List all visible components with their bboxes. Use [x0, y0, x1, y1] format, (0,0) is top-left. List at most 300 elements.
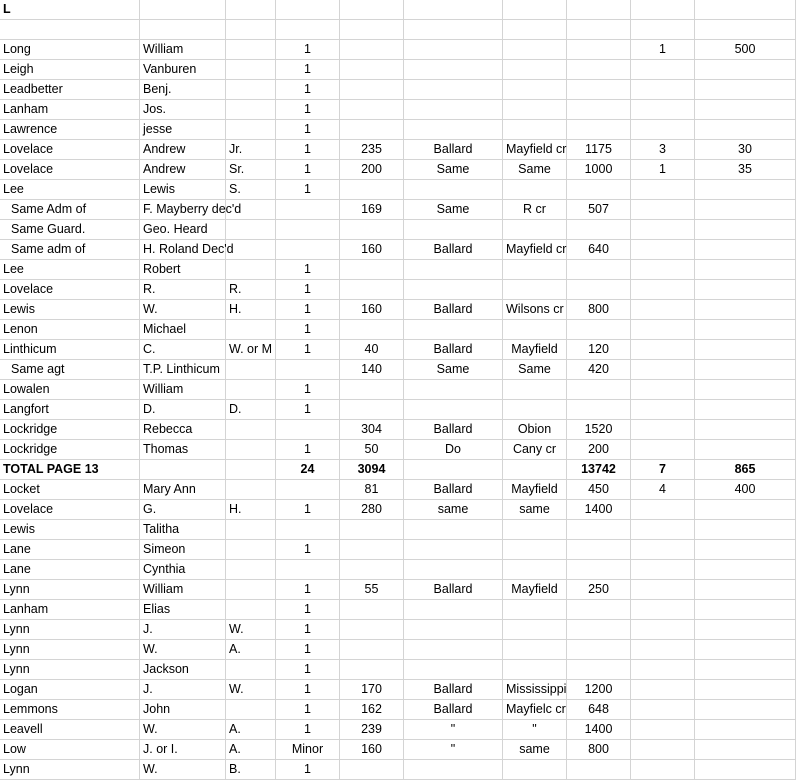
table-cell[interactable]: [631, 520, 695, 540]
table-cell[interactable]: [276, 20, 340, 40]
table-cell[interactable]: 50: [340, 440, 404, 460]
table-cell[interactable]: [226, 580, 276, 600]
table-cell[interactable]: [276, 420, 340, 440]
table-cell[interactable]: A.: [226, 640, 276, 660]
table-cell[interactable]: [503, 540, 567, 560]
table-cell[interactable]: William: [140, 40, 226, 60]
table-cell[interactable]: Lovelace: [0, 140, 140, 160]
table-cell[interactable]: [226, 540, 276, 560]
table-cell[interactable]: [340, 660, 404, 680]
table-cell[interactable]: [695, 700, 796, 720]
table-cell[interactable]: 800: [567, 740, 631, 760]
table-cell[interactable]: 1: [276, 540, 340, 560]
table-cell[interactable]: 500: [695, 40, 796, 60]
table-cell[interactable]: Lynn: [0, 660, 140, 680]
table-cell[interactable]: Mississippi: [503, 680, 567, 700]
table-cell[interactable]: [340, 100, 404, 120]
table-cell[interactable]: [404, 320, 503, 340]
table-cell[interactable]: [340, 540, 404, 560]
table-cell[interactable]: [226, 460, 276, 480]
table-cell[interactable]: 170: [340, 680, 404, 700]
table-cell[interactable]: [695, 80, 796, 100]
table-cell[interactable]: [503, 460, 567, 480]
table-cell[interactable]: W.: [140, 720, 226, 740]
table-cell[interactable]: [276, 240, 340, 260]
table-cell[interactable]: [503, 600, 567, 620]
table-cell[interactable]: Lewis: [140, 180, 226, 200]
table-cell[interactable]: [695, 180, 796, 200]
table-cell[interactable]: [631, 600, 695, 620]
table-cell[interactable]: [140, 460, 226, 480]
table-cell[interactable]: 1520: [567, 420, 631, 440]
table-cell[interactable]: Sr.: [226, 160, 276, 180]
table-cell[interactable]: 1175: [567, 140, 631, 160]
table-cell[interactable]: [404, 0, 503, 20]
table-cell[interactable]: 1: [276, 40, 340, 60]
table-cell[interactable]: Robert: [140, 260, 226, 280]
table-cell[interactable]: [567, 560, 631, 580]
table-cell[interactable]: [404, 400, 503, 420]
table-cell[interactable]: [631, 400, 695, 420]
table-cell[interactable]: Same: [404, 160, 503, 180]
table-cell[interactable]: [404, 760, 503, 780]
table-cell[interactable]: [340, 80, 404, 100]
table-cell[interactable]: [226, 560, 276, 580]
table-cell[interactable]: [567, 280, 631, 300]
table-cell[interactable]: [340, 20, 404, 40]
table-cell[interactable]: [226, 420, 276, 440]
table-cell[interactable]: [631, 620, 695, 640]
table-cell[interactable]: [404, 20, 503, 40]
table-cell[interactable]: [404, 100, 503, 120]
table-cell[interactable]: [404, 120, 503, 140]
table-cell[interactable]: Long: [0, 40, 140, 60]
table-cell[interactable]: [695, 360, 796, 380]
table-cell[interactable]: [404, 660, 503, 680]
table-cell[interactable]: 1: [276, 620, 340, 640]
table-cell[interactable]: [631, 180, 695, 200]
table-cell[interactable]: Obion: [503, 420, 567, 440]
table-cell[interactable]: [695, 280, 796, 300]
table-cell[interactable]: [503, 640, 567, 660]
table-cell[interactable]: 35: [695, 160, 796, 180]
table-cell[interactable]: Ballard: [404, 340, 503, 360]
table-cell[interactable]: [503, 320, 567, 340]
table-cell[interactable]: [503, 120, 567, 140]
table-cell[interactable]: [276, 480, 340, 500]
table-cell[interactable]: [631, 320, 695, 340]
table-cell[interactable]: Same: [404, 200, 503, 220]
table-cell[interactable]: [226, 480, 276, 500]
table-cell[interactable]: ": [404, 720, 503, 740]
table-cell[interactable]: [404, 520, 503, 540]
table-cell[interactable]: [631, 540, 695, 560]
table-cell[interactable]: [226, 0, 276, 20]
table-cell[interactable]: Jr.: [226, 140, 276, 160]
table-cell[interactable]: 450: [567, 480, 631, 500]
table-cell[interactable]: 1: [276, 700, 340, 720]
table-cell[interactable]: B.: [226, 760, 276, 780]
table-cell[interactable]: [631, 300, 695, 320]
table-cell[interactable]: [567, 260, 631, 280]
table-cell[interactable]: [631, 500, 695, 520]
table-cell[interactable]: 865: [695, 460, 796, 480]
table-cell[interactable]: H. Roland Dec'd: [140, 240, 226, 260]
table-cell[interactable]: [567, 120, 631, 140]
table-cell[interactable]: Mayfield: [503, 340, 567, 360]
table-cell[interactable]: Lovelace: [0, 500, 140, 520]
table-cell[interactable]: F. Mayberry dec'd: [140, 200, 226, 220]
table-cell[interactable]: [631, 200, 695, 220]
table-cell[interactable]: [226, 660, 276, 680]
table-cell[interactable]: Mayfield: [503, 480, 567, 500]
table-cell[interactable]: [340, 400, 404, 420]
table-cell[interactable]: [226, 60, 276, 80]
table-cell[interactable]: [503, 20, 567, 40]
table-cell[interactable]: C.: [140, 340, 226, 360]
table-cell[interactable]: D.: [226, 400, 276, 420]
table-cell[interactable]: 640: [567, 240, 631, 260]
table-cell[interactable]: H.: [226, 300, 276, 320]
table-cell[interactable]: Benj.: [140, 80, 226, 100]
table-cell[interactable]: 1200: [567, 680, 631, 700]
table-cell[interactable]: 1: [631, 160, 695, 180]
table-cell[interactable]: [631, 420, 695, 440]
table-cell[interactable]: [695, 100, 796, 120]
table-cell[interactable]: [631, 700, 695, 720]
table-cell[interactable]: [567, 100, 631, 120]
table-cell[interactable]: 1: [276, 340, 340, 360]
table-cell[interactable]: Mayfield cr: [503, 140, 567, 160]
table-cell[interactable]: [695, 320, 796, 340]
table-cell[interactable]: 1: [631, 40, 695, 60]
table-cell[interactable]: [226, 120, 276, 140]
table-cell[interactable]: [340, 220, 404, 240]
table-cell[interactable]: [340, 60, 404, 80]
table-cell[interactable]: [404, 560, 503, 580]
table-cell[interactable]: 1: [276, 720, 340, 740]
table-cell[interactable]: [631, 640, 695, 660]
table-cell[interactable]: [631, 240, 695, 260]
table-cell[interactable]: 200: [340, 160, 404, 180]
table-cell[interactable]: T.P. Linthicum: [140, 360, 226, 380]
table-cell[interactable]: [340, 180, 404, 200]
table-cell[interactable]: 4: [631, 480, 695, 500]
table-cell[interactable]: [503, 620, 567, 640]
table-cell[interactable]: 1: [276, 280, 340, 300]
table-cell[interactable]: [567, 600, 631, 620]
table-cell[interactable]: [226, 100, 276, 120]
table-cell[interactable]: [567, 60, 631, 80]
table-cell[interactable]: Minor: [276, 740, 340, 760]
table-cell[interactable]: [276, 220, 340, 240]
table-cell[interactable]: [631, 20, 695, 40]
table-cell[interactable]: Andrew: [140, 160, 226, 180]
table-cell[interactable]: [226, 20, 276, 40]
table-cell[interactable]: [695, 680, 796, 700]
table-cell[interactable]: 1: [276, 440, 340, 460]
table-cell[interactable]: same: [404, 500, 503, 520]
table-cell[interactable]: Lee: [0, 180, 140, 200]
table-cell[interactable]: 1: [276, 100, 340, 120]
table-cell[interactable]: 1: [276, 580, 340, 600]
table-cell[interactable]: G.: [140, 500, 226, 520]
table-cell[interactable]: W.: [226, 680, 276, 700]
table-cell[interactable]: [276, 200, 340, 220]
table-cell[interactable]: [503, 80, 567, 100]
table-cell[interactable]: Ballard: [404, 680, 503, 700]
table-cell[interactable]: 1000: [567, 160, 631, 180]
table-cell[interactable]: [695, 600, 796, 620]
table-cell[interactable]: [276, 560, 340, 580]
table-cell[interactable]: Geo. Heard: [140, 220, 226, 240]
table-cell[interactable]: Do: [404, 440, 503, 460]
table-cell[interactable]: Same: [503, 360, 567, 380]
table-cell[interactable]: Same Guard.: [0, 220, 140, 240]
table-cell[interactable]: Lawrence: [0, 120, 140, 140]
table-cell[interactable]: [695, 520, 796, 540]
table-cell[interactable]: 1: [276, 180, 340, 200]
table-cell[interactable]: [631, 760, 695, 780]
table-cell[interactable]: [631, 580, 695, 600]
table-cell[interactable]: Lemmons: [0, 700, 140, 720]
table-cell[interactable]: [503, 100, 567, 120]
table-cell[interactable]: [503, 60, 567, 80]
table-cell[interactable]: R.: [226, 280, 276, 300]
table-cell[interactable]: Talitha: [140, 520, 226, 540]
table-cell[interactable]: 235: [340, 140, 404, 160]
table-cell[interactable]: [567, 220, 631, 240]
table-cell[interactable]: [695, 300, 796, 320]
table-cell[interactable]: [340, 520, 404, 540]
table-cell[interactable]: [404, 220, 503, 240]
table-cell[interactable]: [695, 580, 796, 600]
table-cell[interactable]: Lenon: [0, 320, 140, 340]
table-cell[interactable]: 1: [276, 160, 340, 180]
table-cell[interactable]: [567, 540, 631, 560]
table-cell[interactable]: [503, 520, 567, 540]
table-cell[interactable]: Same: [404, 360, 503, 380]
table-cell[interactable]: 160: [340, 240, 404, 260]
table-cell[interactable]: Lynn: [0, 580, 140, 600]
table-cell[interactable]: [631, 380, 695, 400]
table-cell[interactable]: Locket: [0, 480, 140, 500]
table-cell[interactable]: [503, 660, 567, 680]
table-cell[interactable]: Ballard: [404, 300, 503, 320]
table-cell[interactable]: [226, 380, 276, 400]
table-cell[interactable]: Ballard: [404, 420, 503, 440]
table-cell[interactable]: William: [140, 580, 226, 600]
table-cell[interactable]: [567, 40, 631, 60]
table-cell[interactable]: [340, 120, 404, 140]
table-cell[interactable]: Mayfielc cr: [503, 700, 567, 720]
table-cell[interactable]: [340, 260, 404, 280]
table-cell[interactable]: [567, 400, 631, 420]
table-cell[interactable]: [503, 180, 567, 200]
table-cell[interactable]: [695, 500, 796, 520]
table-cell[interactable]: Andrew: [140, 140, 226, 160]
table-cell[interactable]: 420: [567, 360, 631, 380]
table-cell[interactable]: 30: [695, 140, 796, 160]
table-cell[interactable]: [631, 340, 695, 360]
table-cell[interactable]: [404, 260, 503, 280]
table-cell[interactable]: William: [140, 380, 226, 400]
table-cell[interactable]: [631, 220, 695, 240]
table-cell[interactable]: 81: [340, 480, 404, 500]
table-cell[interactable]: 1: [276, 500, 340, 520]
table-cell[interactable]: Ballard: [404, 140, 503, 160]
table-cell[interactable]: Same Adm of: [0, 200, 140, 220]
table-cell[interactable]: 1: [276, 260, 340, 280]
table-cell[interactable]: [503, 760, 567, 780]
table-cell[interactable]: Cany cr: [503, 440, 567, 460]
table-cell[interactable]: S.: [226, 180, 276, 200]
table-cell[interactable]: [404, 180, 503, 200]
table-cell[interactable]: Lanham: [0, 100, 140, 120]
table-cell[interactable]: [140, 0, 226, 20]
table-cell[interactable]: Lewis: [0, 520, 140, 540]
table-cell[interactable]: Mary Ann: [140, 480, 226, 500]
table-cell[interactable]: Cynthia: [140, 560, 226, 580]
table-cell[interactable]: [631, 80, 695, 100]
table-cell[interactable]: [226, 360, 276, 380]
table-cell[interactable]: Lewis: [0, 300, 140, 320]
table-cell[interactable]: W. or M: [226, 340, 276, 360]
table-cell[interactable]: [695, 720, 796, 740]
table-cell[interactable]: [631, 740, 695, 760]
table-cell[interactable]: J. or I.: [140, 740, 226, 760]
table-cell[interactable]: H.: [226, 500, 276, 520]
table-cell[interactable]: Lynn: [0, 640, 140, 660]
table-cell[interactable]: R.: [140, 280, 226, 300]
table-cell[interactable]: [340, 40, 404, 60]
table-cell[interactable]: [404, 280, 503, 300]
table-cell[interactable]: [226, 700, 276, 720]
table-cell[interactable]: [695, 560, 796, 580]
table-cell[interactable]: Rebecca: [140, 420, 226, 440]
table-cell[interactable]: [404, 540, 503, 560]
table-cell[interactable]: [631, 120, 695, 140]
table-cell[interactable]: [226, 520, 276, 540]
table-cell[interactable]: Wilsons cr: [503, 300, 567, 320]
table-cell[interactable]: [695, 660, 796, 680]
table-cell[interactable]: 160: [340, 300, 404, 320]
table-cell[interactable]: [567, 620, 631, 640]
table-cell[interactable]: 160: [340, 740, 404, 760]
table-cell[interactable]: [695, 0, 796, 20]
table-cell[interactable]: [695, 760, 796, 780]
table-cell[interactable]: Thomas: [140, 440, 226, 460]
table-cell[interactable]: Mayfield: [503, 580, 567, 600]
table-cell[interactable]: W.: [140, 300, 226, 320]
table-cell[interactable]: [404, 380, 503, 400]
table-cell[interactable]: [695, 620, 796, 640]
table-cell[interactable]: 1: [276, 600, 340, 620]
table-cell[interactable]: [340, 0, 404, 20]
table-cell[interactable]: Michael: [140, 320, 226, 340]
table-cell[interactable]: [276, 360, 340, 380]
table-cell[interactable]: W.: [140, 640, 226, 660]
table-cell[interactable]: [503, 280, 567, 300]
table-cell[interactable]: Lee: [0, 260, 140, 280]
table-cell[interactable]: 1: [276, 660, 340, 680]
table-cell[interactable]: L: [0, 0, 140, 20]
table-cell[interactable]: [340, 280, 404, 300]
table-cell[interactable]: Same adm of: [0, 240, 140, 260]
table-cell[interactable]: 3094: [340, 460, 404, 480]
table-cell[interactable]: [631, 560, 695, 580]
table-cell[interactable]: [695, 200, 796, 220]
table-cell[interactable]: Lane: [0, 560, 140, 580]
table-cell[interactable]: [567, 660, 631, 680]
table-cell[interactable]: [340, 380, 404, 400]
table-cell[interactable]: Lovelace: [0, 280, 140, 300]
table-cell[interactable]: 304: [340, 420, 404, 440]
table-cell[interactable]: [631, 280, 695, 300]
table-cell[interactable]: [695, 740, 796, 760]
table-cell[interactable]: [340, 560, 404, 580]
table-cell[interactable]: [695, 240, 796, 260]
table-cell[interactable]: TOTAL PAGE 13: [0, 460, 140, 480]
table-cell[interactable]: [567, 180, 631, 200]
table-cell[interactable]: Ballard: [404, 480, 503, 500]
table-cell[interactable]: [567, 80, 631, 100]
table-cell[interactable]: D.: [140, 400, 226, 420]
table-cell[interactable]: [567, 520, 631, 540]
table-cell[interactable]: 13742: [567, 460, 631, 480]
table-cell[interactable]: Jos.: [140, 100, 226, 120]
table-cell[interactable]: Same agt: [0, 360, 140, 380]
table-cell[interactable]: Linthicum: [0, 340, 140, 360]
table-cell[interactable]: Jackson: [140, 660, 226, 680]
table-cell[interactable]: [631, 660, 695, 680]
table-cell[interactable]: 40: [340, 340, 404, 360]
table-cell[interactable]: 140: [340, 360, 404, 380]
table-cell[interactable]: [695, 260, 796, 280]
table-cell[interactable]: [226, 260, 276, 280]
table-cell[interactable]: 1: [276, 140, 340, 160]
table-cell[interactable]: [276, 520, 340, 540]
table-cell[interactable]: Vanburen: [140, 60, 226, 80]
table-cell[interactable]: [404, 640, 503, 660]
table-cell[interactable]: same: [503, 500, 567, 520]
table-cell[interactable]: [276, 0, 340, 20]
table-cell[interactable]: [340, 600, 404, 620]
table-cell[interactable]: 1: [276, 80, 340, 100]
table-cell[interactable]: [631, 680, 695, 700]
table-cell[interactable]: [695, 120, 796, 140]
table-cell[interactable]: Mayfield cr: [503, 240, 567, 260]
table-cell[interactable]: [631, 260, 695, 280]
table-cell[interactable]: Lovelace: [0, 160, 140, 180]
table-cell[interactable]: [340, 640, 404, 660]
table-cell[interactable]: Langfort: [0, 400, 140, 420]
table-cell[interactable]: Leigh: [0, 60, 140, 80]
table-cell[interactable]: [695, 380, 796, 400]
table-cell[interactable]: Lockridge: [0, 420, 140, 440]
table-cell[interactable]: Lynn: [0, 620, 140, 640]
table-cell[interactable]: [503, 260, 567, 280]
table-cell[interactable]: [340, 760, 404, 780]
table-cell[interactable]: [567, 20, 631, 40]
table-cell[interactable]: [631, 0, 695, 20]
table-cell[interactable]: Elias: [140, 600, 226, 620]
table-cell[interactable]: 1: [276, 760, 340, 780]
table-cell[interactable]: [503, 40, 567, 60]
table-cell[interactable]: [695, 400, 796, 420]
table-cell[interactable]: 200: [567, 440, 631, 460]
table-cell[interactable]: 400: [695, 480, 796, 500]
